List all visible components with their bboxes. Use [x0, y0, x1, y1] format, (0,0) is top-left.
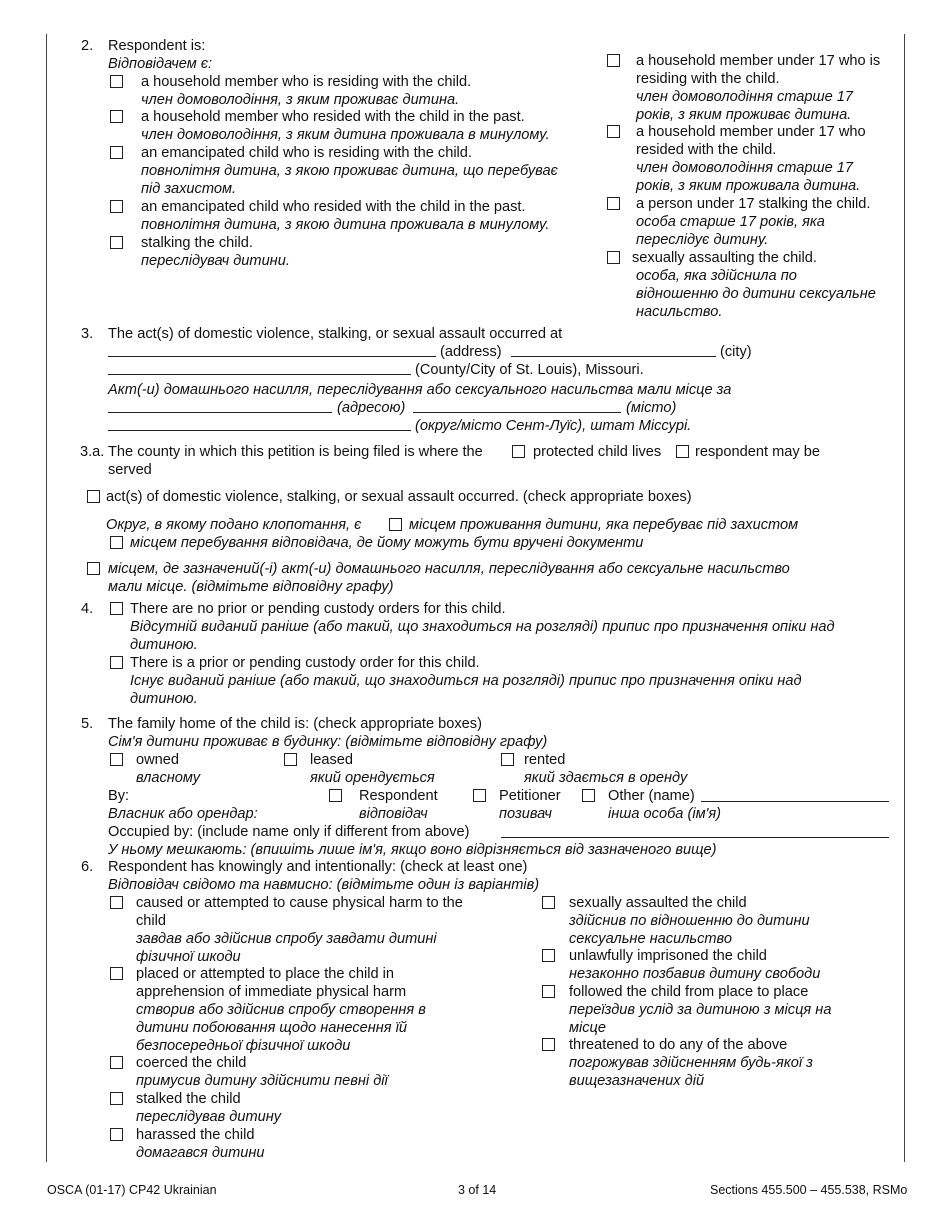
- s6-option-label-uk: незаконно позбавив дитину свободи: [569, 966, 821, 982]
- s2-option-label-uk: років, з яким проживає дитина.: [636, 107, 852, 123]
- s3a-option-label-uk: місцем перебування відповідача, де йому можуть бути вручені документи: [130, 535, 644, 551]
- s2-option-label-uk: член домоволодіння, з яким проживає дитина.: [141, 92, 460, 108]
- s4-checkbox-prior-custody-order[interactable]: [110, 656, 123, 669]
- s5-owned-label: owned: [136, 752, 180, 768]
- s4-option-label-uk: Відсутній виданий раніше (або такий, що знаходиться на розгляді) припис про призначення опіки над: [130, 619, 835, 635]
- s2-title-uk: Відповідачем є:: [108, 56, 213, 72]
- s4-checkbox-no-custody-orders[interactable]: [110, 602, 123, 615]
- s3a-option-label: served: [108, 462, 152, 478]
- s2-option-label: an emancipated child who resided with the child in the past.: [141, 199, 526, 215]
- s3a-option-label-uk: мали місце. (відмітьте відповідну графу): [108, 579, 394, 595]
- s3-county-label: (County/City of St. Louis), Missouri.: [415, 362, 644, 378]
- s6-option-label: apprehension of immediate physical harm: [136, 984, 407, 1000]
- footer-statute: Sections 455.500 – 455.538, RSMo: [710, 1183, 908, 1197]
- s2-option-label: a household member who resided with the child in the past.: [141, 109, 525, 125]
- s5-text-uk: Сім'я дитини проживає в будинку: (відмітьте відповідну графу): [108, 734, 548, 750]
- s3a-text-uk: Округ, в якому подано клопотання, є: [106, 517, 362, 533]
- s6-option-label-uk: вищезазначених дій: [569, 1073, 705, 1089]
- s5-text: The family home of the child is: (check appropriate boxes): [108, 716, 482, 732]
- footer-page-number: 3 of 14: [458, 1183, 497, 1197]
- s3-county-field[interactable]: [108, 374, 411, 375]
- s6-option-label-uk: створив або здійснив спробу створення в: [136, 1002, 426, 1018]
- s5-checkbox-respondent[interactable]: [329, 789, 342, 802]
- s2-option-label-uk: переслідує дитину.: [636, 232, 769, 248]
- s4-option-label: There are no prior or pending custody orders for this child.: [130, 601, 506, 617]
- s5-other-label-uk: інша особа (ім'я): [608, 806, 722, 822]
- s6-text-uk: Відповідач свідомо та навмисно: (відмітьте один із варіантів): [108, 877, 540, 893]
- s5-respondent-label-uk: відповідач: [359, 806, 428, 822]
- s2-option-label-uk: переслідувач дитини.: [141, 253, 290, 269]
- s4-number: 4.: [81, 601, 94, 617]
- s5-respondent-label: Respondent: [359, 788, 438, 804]
- s6-option-label: threatened to do any of the above: [569, 1037, 788, 1053]
- s2-option-label-uk: член домоволодіння, з яким дитина проживала в минулому.: [141, 127, 550, 143]
- s5-rented-label: rented: [524, 752, 566, 768]
- s5-checkbox-petitioner[interactable]: [473, 789, 486, 802]
- s6-option-label-uk: сексуальне насильство: [569, 931, 732, 947]
- s2-option-label: an emancipated child who is residing with the child.: [141, 145, 472, 161]
- s2-option-label: a person under 17 stalking the child.: [636, 196, 871, 212]
- s5-rented-label-uk: який здається в оренду: [524, 770, 688, 786]
- s3a-text: The county in which this petition is being filed is where the: [108, 444, 483, 460]
- s5-number: 5.: [81, 716, 94, 732]
- s2-option-label-uk: особа, яка здійснила по: [636, 268, 797, 284]
- s2-option-label-uk: під захистом.: [141, 181, 237, 197]
- s6-option-label: harassed the child: [136, 1127, 255, 1143]
- s3a-checkbox-child-lives-uk[interactable]: [389, 518, 402, 531]
- s5-by-label: By:: [108, 788, 130, 804]
- s5-checkbox-owned[interactable]: [110, 753, 123, 766]
- s6-option-label: coerced the child: [136, 1055, 247, 1071]
- s2-checkbox-emancipated-resided[interactable]: [110, 200, 123, 213]
- s6-option-label: sexually assaulted the child: [569, 895, 747, 911]
- s2-option-label: residing with the child.: [636, 71, 780, 87]
- s3-county-label-uk: (округ/місто Сент-Луїс), штат Міссурі.: [415, 418, 692, 434]
- left-margin-rule: [46, 34, 47, 1162]
- s6-option-label-uk: дитини побоювання щодо нанесення їй: [136, 1020, 408, 1036]
- s5-occupied-field[interactable]: [501, 837, 889, 838]
- s3a-checkbox-acts-occurred[interactable]: [87, 490, 100, 503]
- footer-form-id: OSCA (01-17) CP42 Ukrainian: [47, 1183, 217, 1197]
- s6-option-label-uk: здійснив по відношенню до дитини: [569, 913, 810, 929]
- s2-option-label: sexually assaulting the child.: [632, 250, 817, 266]
- s6-option-label-uk: безпосередньої фізичної шкоди: [136, 1038, 351, 1054]
- s2-checkbox-household-residing[interactable]: [110, 75, 123, 88]
- s3-address-label-uk: (адресою): [337, 400, 406, 416]
- s6-option-label: caused or attempted to cause physical harm to the: [136, 895, 463, 911]
- s5-petitioner-label: Petitioner: [499, 788, 561, 804]
- s3-city-label-uk: (місто): [626, 400, 677, 416]
- s5-checkbox-leased[interactable]: [284, 753, 297, 766]
- s6-option-label: placed or attempted to place the child in: [136, 966, 394, 982]
- s2-option-label: a household member under 17 who: [636, 124, 866, 140]
- s6-checkbox-coerced[interactable]: [110, 1056, 123, 1069]
- s3a-option-label: protected child lives: [533, 444, 662, 460]
- s3a-checkbox-respondent-served-uk[interactable]: [110, 536, 123, 549]
- s5-checkbox-rented[interactable]: [501, 753, 514, 766]
- s5-leased-label-uk: який орендується: [310, 770, 435, 786]
- s3a-checkbox-child-lives[interactable]: [512, 445, 525, 458]
- s3-number: 3.: [81, 326, 94, 342]
- s3a-option-label-uk: місцем, де зазначений(-і) акт(-и) домашнього насилля, переслідування або сексуальне насильство: [108, 561, 790, 577]
- right-margin-rule: [904, 34, 905, 1162]
- s2-checkbox-household-resided[interactable]: [110, 110, 123, 123]
- s2-checkbox-sexual-assault[interactable]: [607, 251, 620, 264]
- s3a-option-label: act(s) of domestic violence, stalking, or sexual assault occurred. (check appropriate boxes): [106, 489, 692, 505]
- s6-checkbox-imprisoned[interactable]: [542, 949, 555, 962]
- s6-checkbox-physical-harm[interactable]: [110, 896, 123, 909]
- s6-option-label: child: [136, 913, 167, 929]
- s2-option-label-uk: відношенню до дитини сексуальне: [636, 286, 876, 302]
- s2-checkbox-under17-residing[interactable]: [607, 54, 620, 67]
- s5-occupied-label: Occupied by: (include name only if different from above): [108, 824, 470, 840]
- s2-option-label-uk: особа старше 17 років, яка: [636, 214, 825, 230]
- s3a-option-label-uk: місцем проживання дитини, яка перебуває під захистом: [409, 517, 799, 533]
- s6-option-label: stalked the child: [136, 1091, 241, 1107]
- s5-other-name-field[interactable]: [701, 801, 889, 802]
- s6-option-label-uk: переїздив услід за дитиною з місця на: [569, 1002, 832, 1018]
- s6-option-label-uk: місце: [569, 1020, 607, 1036]
- s6-number: 6.: [81, 859, 94, 875]
- s3-address-field-uk[interactable]: [108, 412, 332, 413]
- s6-checkbox-stalked[interactable]: [110, 1092, 123, 1105]
- s6-option-label-uk: завдав або здійснив спробу завдати дитині: [136, 931, 437, 947]
- s2-option-label: a household member who is residing with the child.: [141, 74, 472, 90]
- s5-other-label: Other (name): [608, 788, 695, 804]
- s3-city-label: (city): [720, 344, 752, 360]
- s6-option-label-uk: фізичної шкоди: [136, 949, 241, 965]
- s2-checkbox-emancipated-residing[interactable]: [110, 146, 123, 159]
- s3-county-field-uk[interactable]: [108, 430, 411, 431]
- s6-checkbox-threatened[interactable]: [542, 1038, 555, 1051]
- s5-by-label-uk: Власник або орендар:: [108, 806, 258, 822]
- s2-checkbox-stalking[interactable]: [110, 236, 123, 249]
- s3-city-field[interactable]: [511, 356, 716, 357]
- s2-checkbox-under17-stalking[interactable]: [607, 197, 620, 210]
- s2-option-label-uk: член домоволодіння старше 17: [636, 160, 853, 176]
- s2-option-label: a household member under 17 who is: [636, 53, 881, 69]
- s6-option-label-uk: переслідував дитину: [136, 1109, 282, 1125]
- s2-option-label-uk: років, з яким проживала дитина.: [636, 178, 861, 194]
- s5-occupied-label-uk: У ньому мешкають: (впишіть лише ім'я, якщо воно відрізняється від зазначеного вище): [108, 842, 717, 858]
- s3-address-field[interactable]: [108, 356, 436, 357]
- s3a-checkbox-respondent-served[interactable]: [676, 445, 689, 458]
- s2-option-label-uk: насильство.: [636, 304, 723, 320]
- s2-title: Respondent is:: [108, 38, 206, 54]
- s6-checkbox-sexually-assaulted[interactable]: [542, 896, 555, 909]
- s2-option-label-uk: повнолітня дитина, з якою дитина проживала в минулому.: [141, 217, 550, 233]
- s4-option-label-uk: дитиною.: [130, 637, 198, 653]
- s2-checkbox-under17-resided[interactable]: [607, 125, 620, 138]
- s6-option-label-uk: погрожував здійсненням будь-якої з: [569, 1055, 813, 1071]
- s6-option-label: followed the child from place to place: [569, 984, 809, 1000]
- s6-option-label-uk: домагався дитини: [136, 1145, 265, 1161]
- s5-checkbox-other[interactable]: [582, 789, 595, 802]
- s3-city-field-uk[interactable]: [413, 412, 621, 413]
- s2-number: 2.: [81, 38, 94, 54]
- s2-option-label-uk: член домоволодіння старше 17: [636, 89, 853, 105]
- s3-text-uk: Акт(-и) домашнього насилля, переслідування або сексуального насильства мали місце за: [108, 382, 732, 398]
- s4-option-label-uk: Існує виданий раніше (або такий, що знаходиться на розгляді) припис про призначення опіки над: [130, 673, 802, 689]
- s4-option-label-uk: дитиною.: [130, 691, 198, 707]
- s2-option-label-uk: повнолітня дитина, з якою проживає дитина, що перебуває: [141, 163, 558, 179]
- s3a-checkbox-acts-occurred-uk[interactable]: [87, 562, 100, 575]
- s5-leased-label: leased: [310, 752, 354, 768]
- s5-owned-label-uk: власному: [136, 770, 201, 786]
- s3a-number: 3.a.: [80, 444, 105, 460]
- s5-petitioner-label-uk: позивач: [499, 806, 552, 822]
- s3a-option-label: respondent may be: [695, 444, 820, 460]
- s6-text: Respondent has knowingly and intentionally: (check at least one): [108, 859, 528, 875]
- s3-text: The act(s) of domestic violence, stalking, or sexual assault occurred at: [108, 326, 563, 342]
- s6-option-label: unlawfully imprisoned the child: [569, 948, 767, 964]
- s4-option-label: There is a prior or pending custody order for this child.: [130, 655, 480, 671]
- s3-address-label: (address): [440, 344, 502, 360]
- s6-checkbox-followed[interactable]: [542, 985, 555, 998]
- s6-checkbox-harassed[interactable]: [110, 1128, 123, 1141]
- s6-checkbox-apprehension[interactable]: [110, 967, 123, 980]
- s6-option-label-uk: примусив дитину здійснити певні дії: [136, 1073, 388, 1089]
- s2-option-label: stalking the child.: [141, 235, 253, 251]
- s2-option-label: resided with the child.: [636, 142, 777, 158]
